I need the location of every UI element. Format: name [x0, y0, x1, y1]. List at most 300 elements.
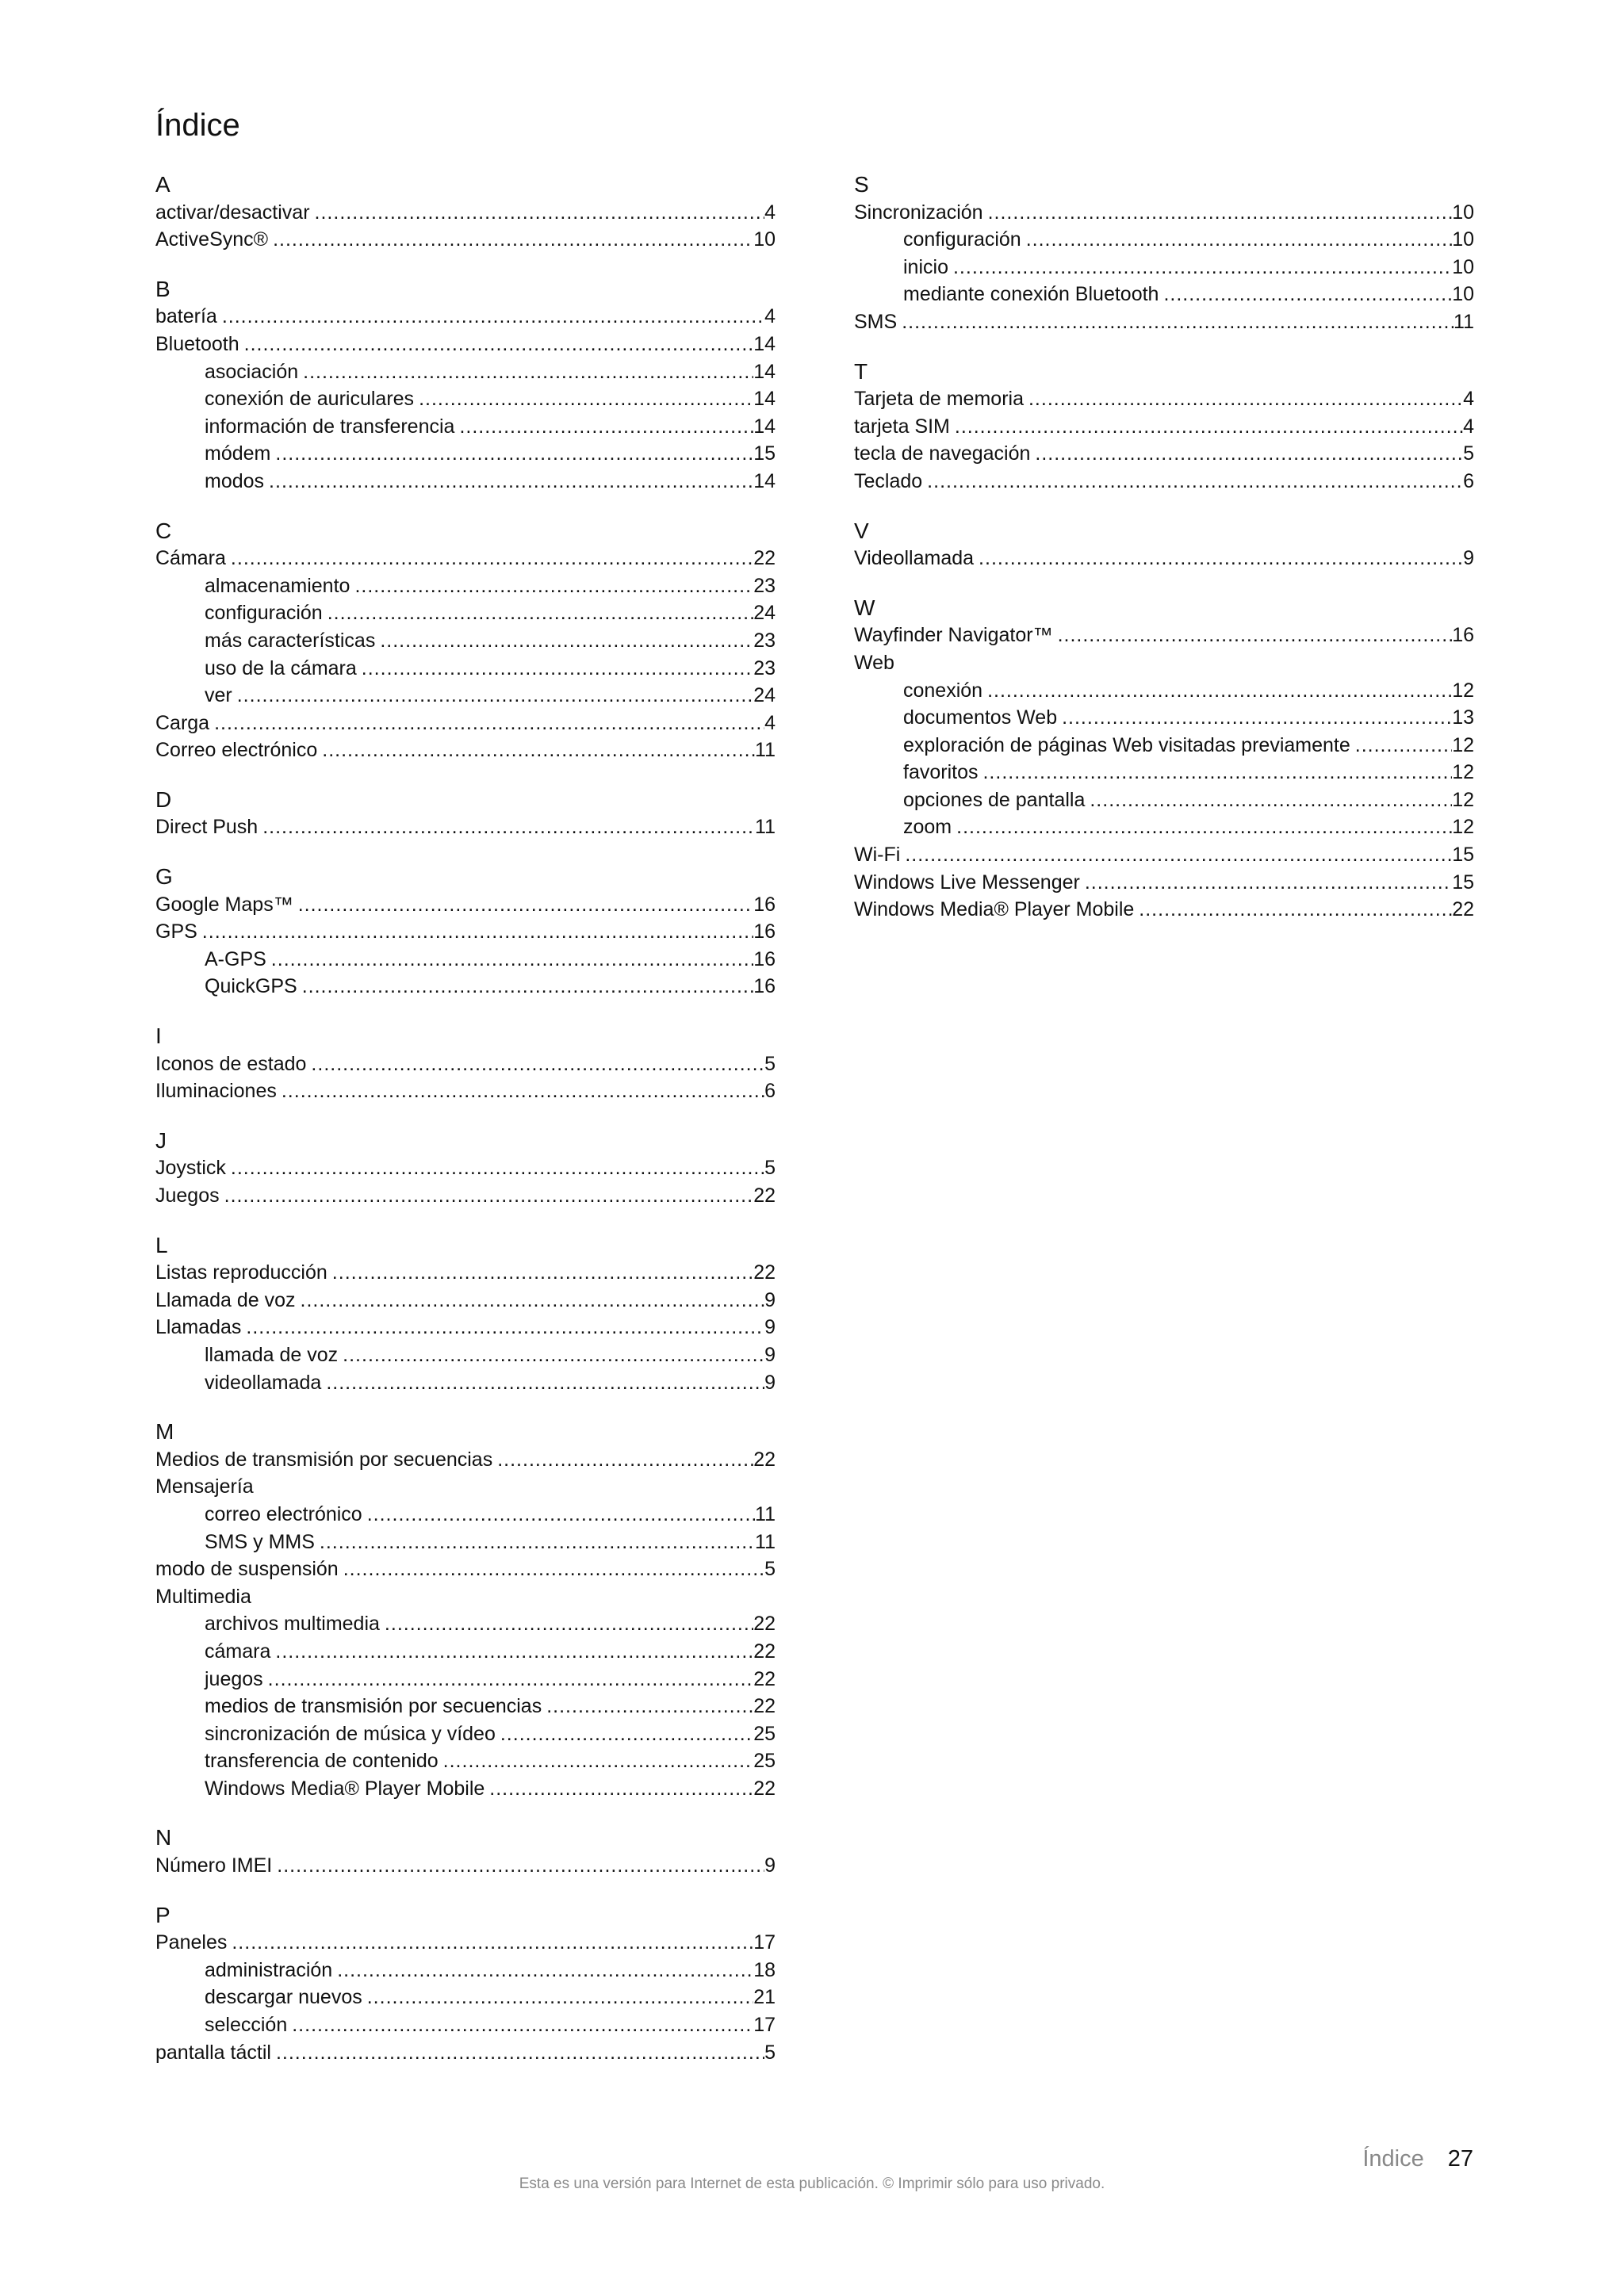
- entry-page-number: 11: [755, 1502, 776, 1525]
- entry-page-number: 22: [753, 1613, 776, 1636]
- dot-leader: [298, 891, 753, 919]
- entry-page-number: 22: [1452, 898, 1474, 921]
- section-letter: G: [155, 864, 173, 890]
- dot-leader: [489, 1775, 753, 1803]
- entry-page-number: 11: [1454, 310, 1474, 333]
- index-section-i: [155, 1023, 776, 1105]
- entry-page-number: 4: [764, 305, 776, 328]
- entry-page-number: 9: [764, 1343, 776, 1366]
- index-entry: [854, 545, 1474, 572]
- entry-page-number: 9: [1463, 547, 1474, 570]
- index-subentry: [854, 813, 1474, 841]
- dot-leader: [927, 468, 1463, 496]
- index-entry: [155, 813, 776, 841]
- index-entry: [854, 385, 1474, 413]
- entry-page-number: 16: [753, 975, 776, 998]
- dot-leader: [326, 1369, 764, 1397]
- index-subentry: [155, 627, 776, 655]
- index-entry: [155, 331, 776, 358]
- entry-page-number: 11: [755, 816, 776, 839]
- entry-page-number: 4: [764, 201, 776, 224]
- entry-page-number: 16: [753, 920, 776, 943]
- entry-page-number: 22: [753, 1777, 776, 1800]
- dot-leader: [273, 226, 753, 254]
- entry-label: almacenamiento: [205, 574, 350, 597]
- index-section-v: [854, 518, 1474, 572]
- entry-page-number: 15: [1452, 844, 1474, 867]
- entry-page-number: 6: [1463, 469, 1474, 492]
- index-entry: [155, 891, 776, 919]
- section-letter: T: [854, 358, 868, 384]
- entry-label: Joystick: [155, 1157, 226, 1180]
- section-letter: I: [155, 1024, 162, 1049]
- entry-page-number: 22: [753, 1184, 776, 1207]
- dot-leader: [237, 682, 753, 710]
- dot-leader: [311, 1050, 764, 1078]
- footer-note: Esta es una versión para Internet de esta publicación. © Imprimir sólo para uso privado.: [519, 2175, 1105, 2192]
- entry-label: conexión: [903, 679, 983, 702]
- entry-page-number: 17: [753, 2014, 776, 2037]
- entry-label: Google Maps™: [155, 893, 293, 916]
- entry-label: modos: [205, 469, 265, 492]
- index-entry: [155, 737, 776, 764]
- entry-label: administración: [205, 1958, 333, 1981]
- entry-page-number: 14: [753, 388, 776, 411]
- entry-label: QuickGPS: [205, 975, 297, 998]
- dot-leader: [1355, 732, 1452, 760]
- entry-label: ActiveSync®: [155, 228, 269, 251]
- dot-leader: [269, 468, 753, 496]
- footer-page-number: 27: [1447, 2146, 1473, 2172]
- index-section-m: [155, 1418, 776, 1802]
- entry-label: inicio: [903, 255, 948, 278]
- dot-leader: [443, 1747, 754, 1775]
- dot-leader: [282, 1077, 764, 1105]
- index-entry: [155, 199, 776, 227]
- dot-leader: [459, 413, 753, 441]
- dot-leader: [275, 1638, 753, 1666]
- index-entry: [854, 841, 1474, 869]
- index-entry: [155, 1556, 776, 1583]
- index-section-n: [155, 1824, 776, 1879]
- index-subentry: [155, 1693, 776, 1720]
- index-entry: [155, 918, 776, 946]
- entry-label: opciones de pantalla: [903, 788, 1086, 811]
- entry-page-number: 22: [753, 1695, 776, 1718]
- dot-leader: [362, 655, 753, 683]
- entry-page-number: 16: [753, 947, 776, 970]
- entry-label: Videollamada: [854, 547, 975, 570]
- index-subentry: [854, 281, 1474, 308]
- entry-label: SMS: [854, 310, 898, 333]
- entry-page-number: 12: [1452, 788, 1474, 811]
- index-subentry: [854, 677, 1474, 705]
- index-entry: [854, 468, 1474, 496]
- index-subentry: [155, 599, 776, 627]
- entry-page-number: 4: [1463, 388, 1474, 411]
- index-subentry: [854, 254, 1474, 281]
- entry-label: Wayfinder Navigator™: [854, 624, 1053, 647]
- entry-page-number: 14: [753, 469, 776, 492]
- index-entry: [155, 226, 776, 254]
- index-section-c: [155, 518, 776, 764]
- entry-label: llamada de voz: [205, 1343, 339, 1366]
- index-section-p: [155, 1902, 776, 2067]
- entry-page-number: 11: [755, 1530, 776, 1553]
- entry-label: Iconos de estado: [155, 1052, 307, 1075]
- index-section-s: [854, 171, 1474, 336]
- entry-page-number: 12: [1452, 679, 1474, 702]
- entry-page-number: 22: [753, 547, 776, 570]
- index-subentry: [854, 759, 1474, 786]
- entry-label: Número IMEI: [155, 1854, 273, 1877]
- index-subentry: [155, 1610, 776, 1638]
- entry-label: tecla de navegación: [854, 442, 1031, 465]
- entry-page-number: 14: [753, 332, 776, 355]
- dot-leader: [302, 973, 753, 1001]
- section-letter: C: [155, 518, 172, 543]
- entry-label: Llamadas: [155, 1316, 242, 1339]
- index-entry: [854, 308, 1474, 336]
- dot-leader: [1163, 281, 1452, 308]
- entry-label: videollamada: [205, 1371, 322, 1394]
- entry-page-number: 4: [764, 711, 776, 734]
- entry-page-number: 12: [1452, 733, 1474, 756]
- entry-label: Multimedia: [155, 1585, 251, 1608]
- index-subentry: [155, 655, 776, 683]
- entry-label: cámara: [205, 1640, 271, 1663]
- dot-leader: [1058, 622, 1453, 649]
- dot-leader: [1035, 440, 1463, 468]
- entry-page-number: 6: [764, 1080, 776, 1103]
- index-column-right: [854, 171, 1474, 946]
- index-subentry: [854, 732, 1474, 760]
- entry-page-number: 23: [753, 629, 776, 652]
- entry-label: transferencia de contenido: [205, 1750, 439, 1773]
- index-entry: [155, 1583, 776, 1611]
- index-entry: [155, 1077, 776, 1105]
- index-section-j: [155, 1127, 776, 1210]
- entry-label: ver: [205, 684, 232, 707]
- index-entry: [155, 1259, 776, 1287]
- dot-leader: [202, 918, 753, 946]
- entry-label: mediante conexión Bluetooth: [903, 283, 1159, 306]
- index-entry: [155, 1314, 776, 1341]
- index-entry: [155, 1050, 776, 1078]
- index-subentry: [155, 358, 776, 386]
- dot-leader: [902, 308, 1454, 336]
- section-letter: J: [155, 1127, 167, 1153]
- entry-page-number: 18: [753, 1958, 776, 1981]
- entry-page-number: 14: [753, 360, 776, 383]
- dot-leader: [276, 2039, 764, 2067]
- entry-page-number: 9: [764, 1316, 776, 1339]
- index-subentry: [155, 1369, 776, 1397]
- entry-page-number: 22: [753, 1261, 776, 1284]
- entry-page-number: 12: [1452, 761, 1474, 784]
- dot-leader: [277, 1852, 764, 1880]
- index-subentry: [155, 1501, 776, 1529]
- index-entry: [155, 1852, 776, 1880]
- dot-leader: [246, 1314, 764, 1341]
- dot-leader: [385, 1610, 753, 1638]
- entry-page-number: 25: [753, 1722, 776, 1745]
- entry-label: uso de la cámara: [205, 656, 357, 679]
- dot-leader: [497, 1446, 753, 1474]
- entry-label: documentos Web: [903, 706, 1058, 729]
- dot-leader: [956, 813, 1452, 841]
- entry-page-number: 16: [753, 893, 776, 916]
- entry-page-number: 16: [1452, 624, 1474, 647]
- entry-label: módem: [205, 442, 271, 465]
- dot-leader: [367, 1501, 755, 1529]
- dot-leader: [315, 199, 765, 227]
- section-letter: D: [155, 786, 172, 812]
- index-entry: [854, 622, 1474, 649]
- index-entry: [155, 2039, 776, 2067]
- index-subentry: [155, 468, 776, 496]
- entry-label: información de transferencia: [205, 415, 455, 438]
- entry-label: modo de suspensión: [155, 1558, 339, 1581]
- entry-label: Paneles: [155, 1931, 228, 1954]
- entry-page-number: 4: [1463, 415, 1474, 438]
- entry-label: selección: [205, 2014, 288, 2037]
- index-subentry: [155, 1529, 776, 1556]
- dot-leader: [953, 254, 1452, 281]
- dot-leader: [1028, 385, 1463, 413]
- entry-page-number: 5: [764, 2041, 776, 2064]
- index-entry: [155, 710, 776, 737]
- section-letter: A: [155, 172, 170, 197]
- dot-leader: [337, 1957, 753, 1984]
- entry-page-number: 5: [764, 1157, 776, 1180]
- entry-label: juegos: [205, 1667, 263, 1690]
- entry-label: configuración: [903, 228, 1021, 251]
- entry-label: Llamada de voz: [155, 1288, 296, 1311]
- index-section-l: [155, 1232, 776, 1397]
- entry-label: Carga: [155, 711, 210, 734]
- entry-page-number: 13: [1452, 706, 1474, 729]
- entry-label: Cámara: [155, 547, 226, 570]
- entry-label: sincronización de música y vídeo: [205, 1722, 496, 1745]
- entry-page-number: 10: [1452, 201, 1474, 224]
- dot-leader: [244, 331, 754, 358]
- index-entry: [854, 896, 1474, 924]
- entry-label: Iluminaciones: [155, 1080, 277, 1103]
- index-subentry: [155, 572, 776, 600]
- dot-leader: [979, 545, 1463, 572]
- index-section-g: [155, 863, 776, 1001]
- entry-label: batería: [155, 305, 217, 328]
- entry-page-number: 10: [1452, 255, 1474, 278]
- dot-leader: [1090, 786, 1452, 814]
- index-section-w: [854, 595, 1474, 924]
- entry-label: Correo electrónico: [155, 739, 318, 762]
- entry-label: Mensajería: [155, 1475, 254, 1498]
- entry-page-number: 22: [753, 1448, 776, 1471]
- dot-leader: [231, 545, 753, 572]
- entry-label: favoritos: [903, 761, 979, 784]
- entry-label: más características: [205, 629, 376, 652]
- entry-page-number: 12: [1452, 816, 1474, 839]
- index-entry: [155, 1473, 776, 1501]
- index-subentry: [155, 440, 776, 468]
- entry-page-number: 24: [753, 684, 776, 707]
- index-section-d: [155, 786, 776, 841]
- index-entry: [854, 869, 1474, 897]
- dot-leader: [232, 1929, 753, 1957]
- index-subentry: [155, 946, 776, 974]
- entry-label: descargar nuevos: [205, 1986, 362, 2009]
- index-subentry: [854, 226, 1474, 254]
- index-subentry: [155, 1341, 776, 1369]
- dot-leader: [268, 1666, 754, 1693]
- entry-label: Web: [854, 651, 894, 674]
- index-column-left: [155, 171, 776, 2088]
- index-subentry: [155, 973, 776, 1001]
- dot-leader: [271, 946, 753, 974]
- dot-leader: [367, 1984, 753, 2011]
- dot-leader: [500, 1720, 753, 1748]
- dot-leader: [955, 413, 1463, 441]
- index-entry: [155, 303, 776, 331]
- dot-leader: [275, 440, 753, 468]
- index-entry: [155, 1929, 776, 1957]
- section-letter: P: [155, 1902, 170, 1927]
- entry-label: medios de transmisión por secuencias: [205, 1695, 542, 1718]
- section-letter: S: [854, 172, 869, 197]
- index-section-b: [155, 276, 776, 496]
- index-section-t: [854, 358, 1474, 496]
- section-letter: N: [155, 1825, 172, 1850]
- entry-label: Teclado: [854, 469, 923, 492]
- entry-label: Tarjeta de memoria: [854, 388, 1024, 411]
- dot-leader: [1026, 226, 1452, 254]
- dot-leader: [322, 737, 755, 764]
- entry-page-number: 15: [753, 442, 776, 465]
- page-title: Índice: [155, 108, 240, 143]
- entry-page-number: 9: [764, 1854, 776, 1877]
- entry-label: Windows Media® Player Mobile: [854, 898, 1135, 921]
- entry-page-number: 24: [753, 602, 776, 625]
- dot-leader: [1085, 869, 1452, 897]
- section-letter: W: [854, 595, 875, 620]
- footer-section-name: Índice: [1362, 2146, 1424, 2172]
- index-subentry: [854, 704, 1474, 732]
- entry-page-number: 23: [753, 574, 776, 597]
- index-subentry: [155, 1775, 776, 1803]
- dot-leader: [982, 759, 1452, 786]
- index-subentry: [155, 1720, 776, 1748]
- dot-leader: [303, 358, 753, 386]
- index-subentry: [155, 1666, 776, 1693]
- section-letter: V: [854, 518, 869, 543]
- entry-label: Medios de transmisión por secuencias: [155, 1448, 493, 1471]
- index-subentry: [155, 2011, 776, 2039]
- entry-label: Windows Live Messenger: [854, 871, 1080, 894]
- dot-leader: [380, 627, 753, 655]
- entry-label: zoom: [903, 816, 952, 839]
- entry-label: tarjeta SIM: [854, 415, 950, 438]
- entry-page-number: 21: [753, 1986, 776, 2009]
- entry-label: asociación: [205, 360, 299, 383]
- entry-label: archivos multimedia: [205, 1613, 380, 1636]
- entry-page-number: 5: [764, 1052, 776, 1075]
- index-subentry: [155, 385, 776, 413]
- dot-leader: [231, 1154, 764, 1182]
- index-entry: [854, 649, 1474, 677]
- dot-leader: [224, 1182, 754, 1210]
- entry-label: conexión de auriculares: [205, 388, 415, 411]
- dot-leader: [1062, 704, 1452, 732]
- section-letter: M: [155, 1419, 174, 1445]
- entry-page-number: 15: [1452, 871, 1474, 894]
- entry-page-number: 22: [753, 1667, 776, 1690]
- index-subentry: [155, 1747, 776, 1775]
- index-entry: [854, 413, 1474, 441]
- index-subentry: [854, 786, 1474, 814]
- index-entry: [155, 1287, 776, 1314]
- entry-label: A-GPS: [205, 947, 266, 970]
- dot-leader: [320, 1529, 755, 1556]
- index-subentry: [155, 1957, 776, 1984]
- index-entry: [155, 1154, 776, 1182]
- dot-leader: [327, 599, 753, 627]
- entry-page-number: 10: [1452, 228, 1474, 251]
- entry-page-number: 9: [764, 1371, 776, 1394]
- dot-leader: [214, 710, 764, 737]
- index-entry: [155, 1182, 776, 1210]
- entry-page-number: 10: [753, 228, 776, 251]
- entry-page-number: 5: [764, 1558, 776, 1581]
- dot-leader: [301, 1287, 765, 1314]
- entry-page-number: 23: [753, 656, 776, 679]
- index-entry: [854, 199, 1474, 227]
- entry-label: Bluetooth: [155, 332, 239, 355]
- dot-leader: [332, 1259, 753, 1287]
- entry-page-number: 5: [1463, 442, 1474, 465]
- index-subentry: [155, 1638, 776, 1666]
- entry-page-number: 17: [753, 1931, 776, 1954]
- entry-page-number: 11: [755, 739, 776, 762]
- entry-label: configuración: [205, 602, 323, 625]
- entry-label: SMS y MMS: [205, 1530, 315, 1553]
- dot-leader: [262, 813, 755, 841]
- dot-leader: [292, 2011, 753, 2039]
- index-subentry: [155, 682, 776, 710]
- dot-leader: [1139, 896, 1452, 924]
- index-entry: [854, 440, 1474, 468]
- dot-leader: [343, 1341, 764, 1369]
- dot-leader: [354, 572, 753, 600]
- page-footer: [1362, 2145, 1473, 2172]
- entry-label: Sincronización: [854, 201, 983, 224]
- entry-label: activar/desactivar: [155, 201, 310, 224]
- entry-page-number: 25: [753, 1750, 776, 1773]
- dot-leader: [343, 1556, 764, 1583]
- entry-label: correo electrónico: [205, 1502, 362, 1525]
- entry-label: Direct Push: [155, 816, 259, 839]
- dot-leader: [905, 841, 1452, 869]
- dot-leader: [546, 1693, 753, 1720]
- dot-leader: [988, 199, 1453, 227]
- section-letter: B: [155, 276, 170, 301]
- index-entry: [155, 1446, 776, 1474]
- dot-leader: [419, 385, 753, 413]
- dot-leader: [222, 303, 764, 331]
- entry-label: Windows Media® Player Mobile: [205, 1777, 485, 1800]
- dot-leader: [987, 677, 1452, 705]
